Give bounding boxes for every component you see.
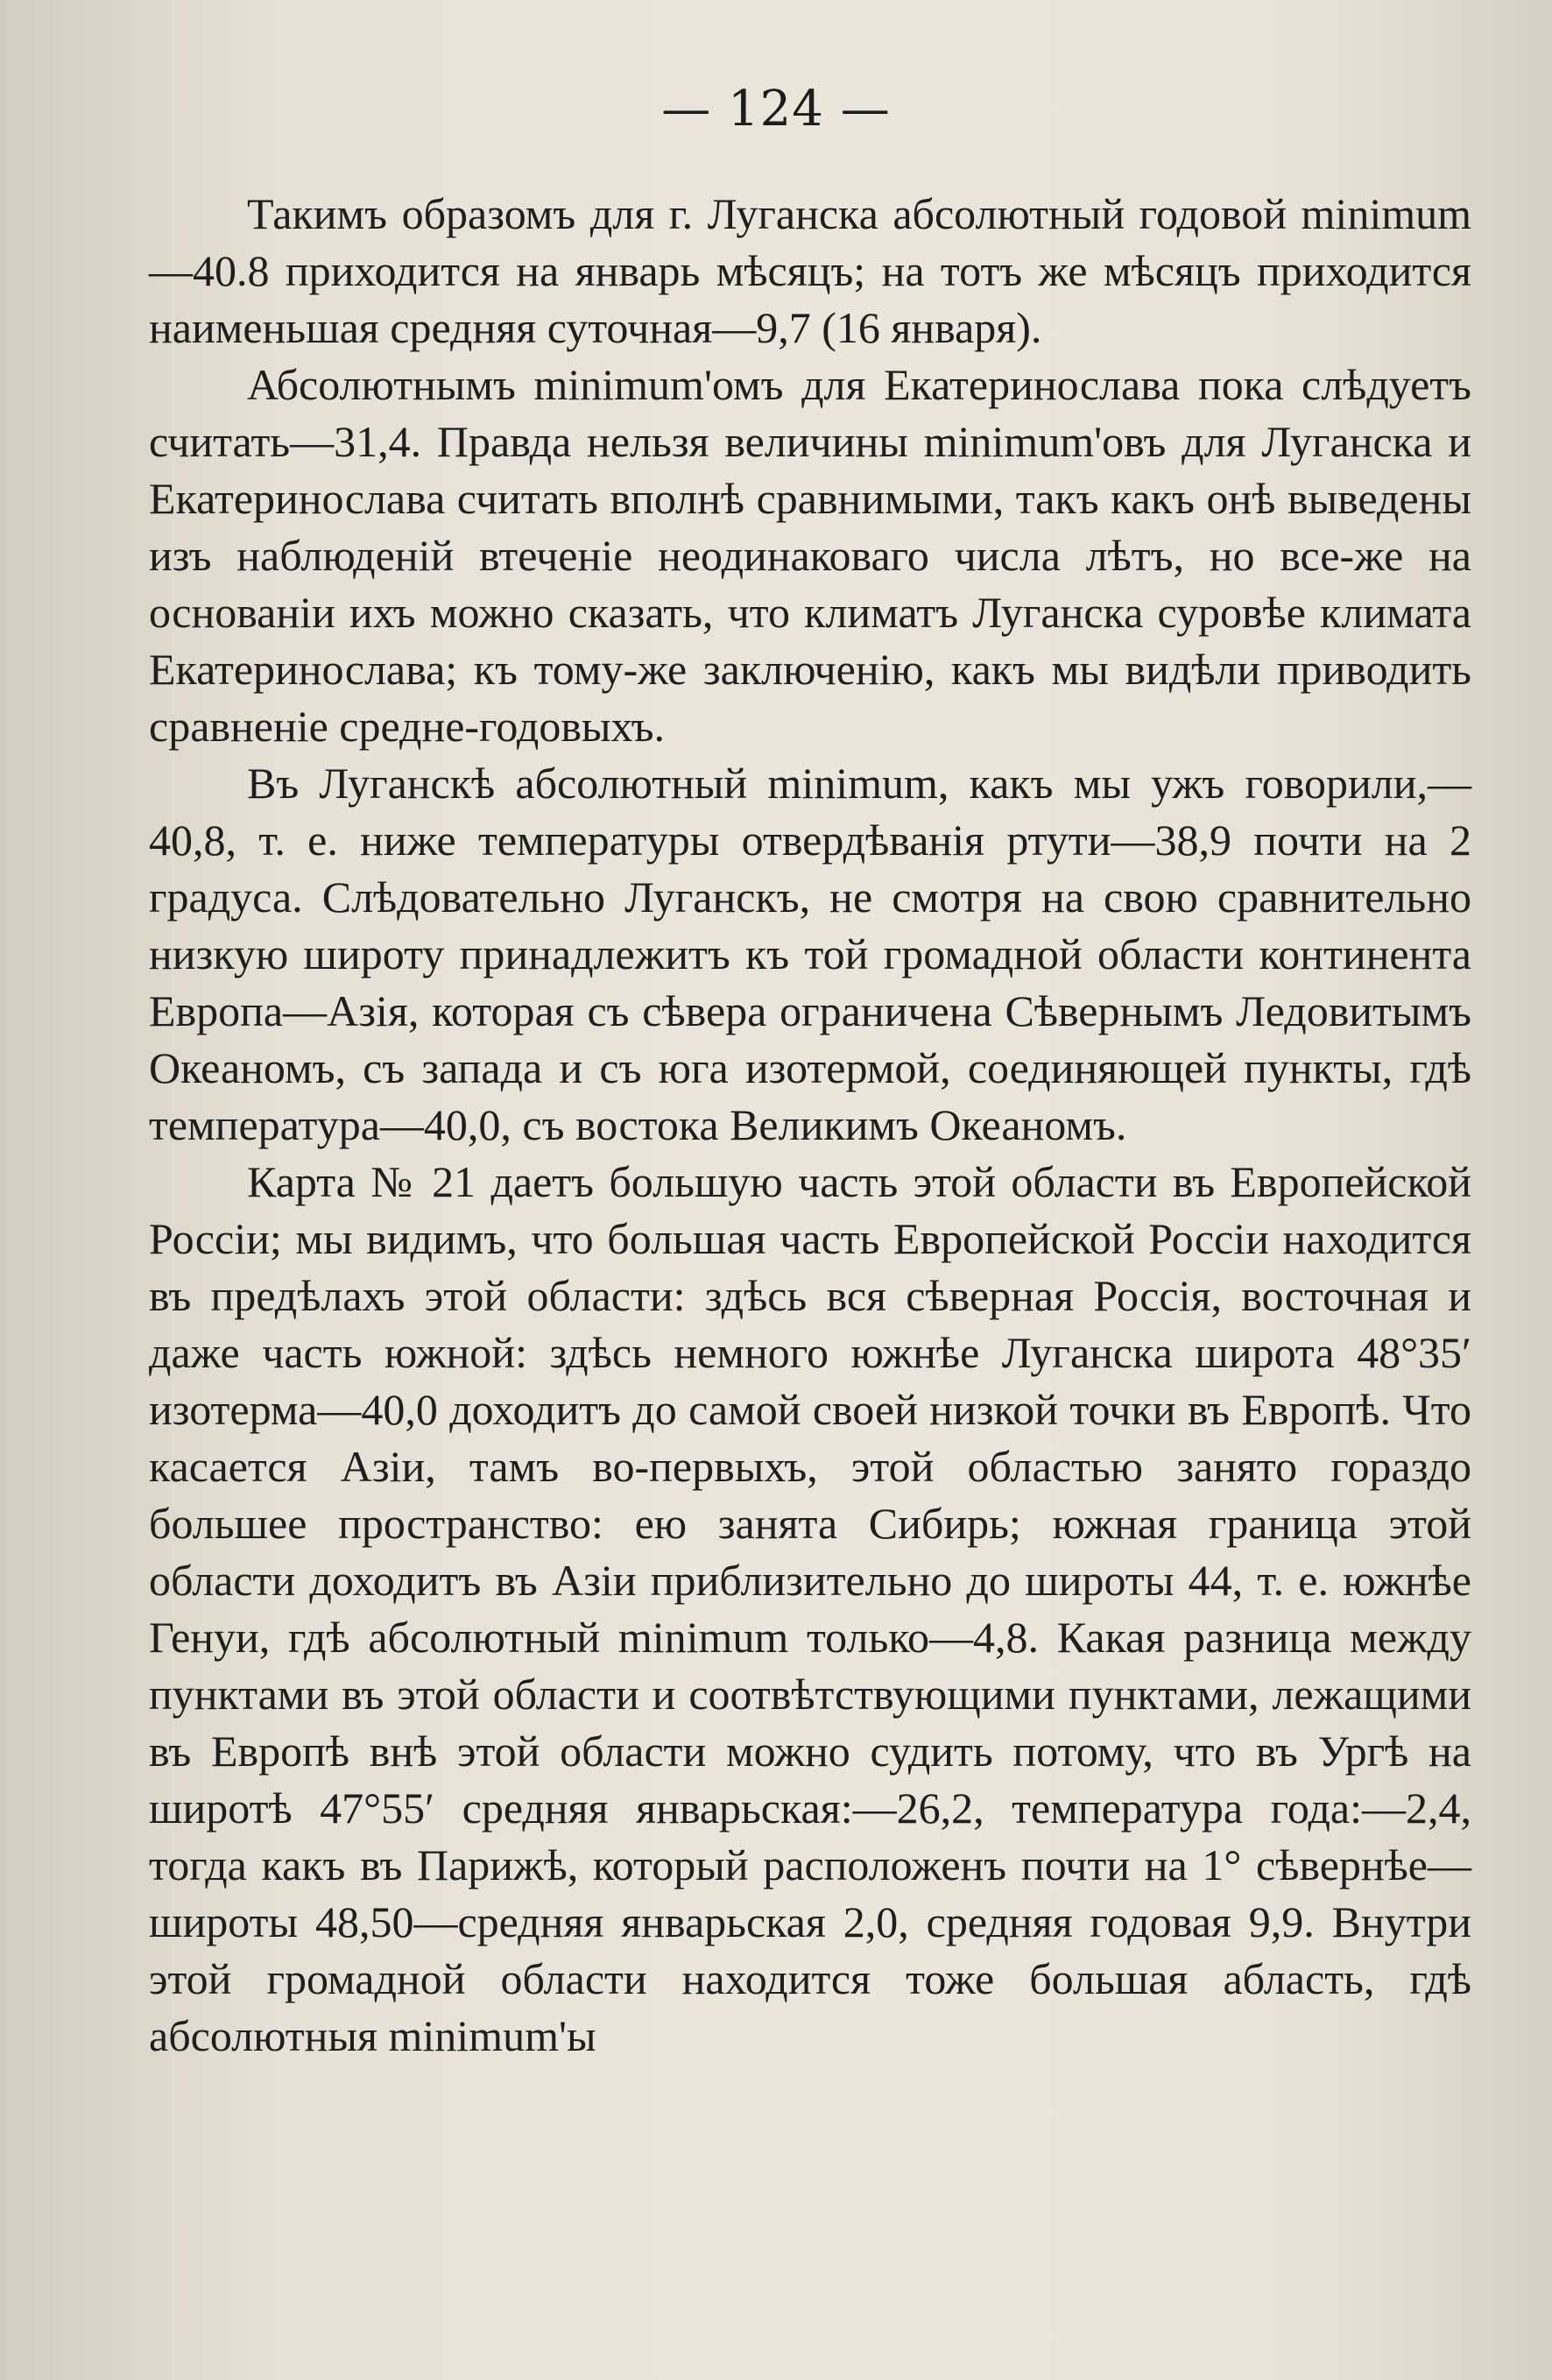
paragraph-2: Абсолютнымъ minimum'омъ для Екатеринослава пока слѣдуетъ считать—31,4. Правда нельзя величины minimum'овъ для Луганска и Екатеринослава считать вполнѣ сравнимыми, такъ какъ онѣ выведены изъ наблюденій втеченіе неодинаковаго числа лѣтъ, но все-же на основаніи ихъ можно сказать, что климатъ Луганска суровѣе климата Екатеринослава; къ тому-же заключенію, какъ мы видѣли приводить сравненіе средне-годовыхъ. [149,360,1471,751]
paragraph-4: Карта № 21 даетъ большую часть этой области въ Европейской Россіи; мы видимъ, что большая часть Европейской Россіи находится въ предѣлахъ этой области: здѣсь вся сѣверная Россія, восточная и даже часть южной: здѣсь немного южнѣе Луганска широта 48°35′ изотерма—40,0 доходитъ до самой своей низкой точки въ Европѣ. Что касается Азіи, тамъ во-первыхъ, этой областью занято гораздо большее пространство: ею занята Сибирь; южная граница этой области доходитъ въ Азіи приблизительно до широты 44, т. е. южнѣе Генуи, гдѣ абсолютный minimum только—4,8. Какая разница между пунктами въ этой области и соотвѣтствующими пунктами, лежащими въ Европѣ внѣ этой области можно судить потому, что въ Ургѣ на широтѣ 47°55′ средняя январьская:—26,2, температура года:—2,4, тогда какъ въ Парижѣ, который расположенъ почти на 1° сѣвернѣе—широты 48,50—средняя январьская 2,0, средняя годовая 9,9. Внутри этой громадной области находится тоже большая абласть, гдѣ абсолютныя minimum'ы [149,1157,1471,2060]
paragraph-1: Такимъ образомъ для г. Луганска абсолютный годовой minimum—40.8 приходится на январь мѣсяцъ; на тотъ же мѣсяцъ приходится наименьшая средняя суточная—9,7 (16 января). [149,189,1471,352]
page-number: — 124 — [661,81,891,138]
page-body [149,186,1471,2065]
paragraph-3: Въ Луганскѣ абсолютный minimum, какъ мы ужъ говорили,—40,8, т. е. ниже температуры отвердѣванія ртути—38,9 почти на 2 градуса. Слѣдовательно Луганскъ, не смотря на свою сравнительно низкую широту принадлежитъ къ той громадной области континента Европа—Азія, которая съ сѣвера ограничена Сѣвернымъ Ледовитымъ Океаномъ, съ запада и съ юга изотермой, соединяющей пункты, гдѣ температура—40,0, съ востока Великимъ Океаномъ. [149,759,1471,1149]
